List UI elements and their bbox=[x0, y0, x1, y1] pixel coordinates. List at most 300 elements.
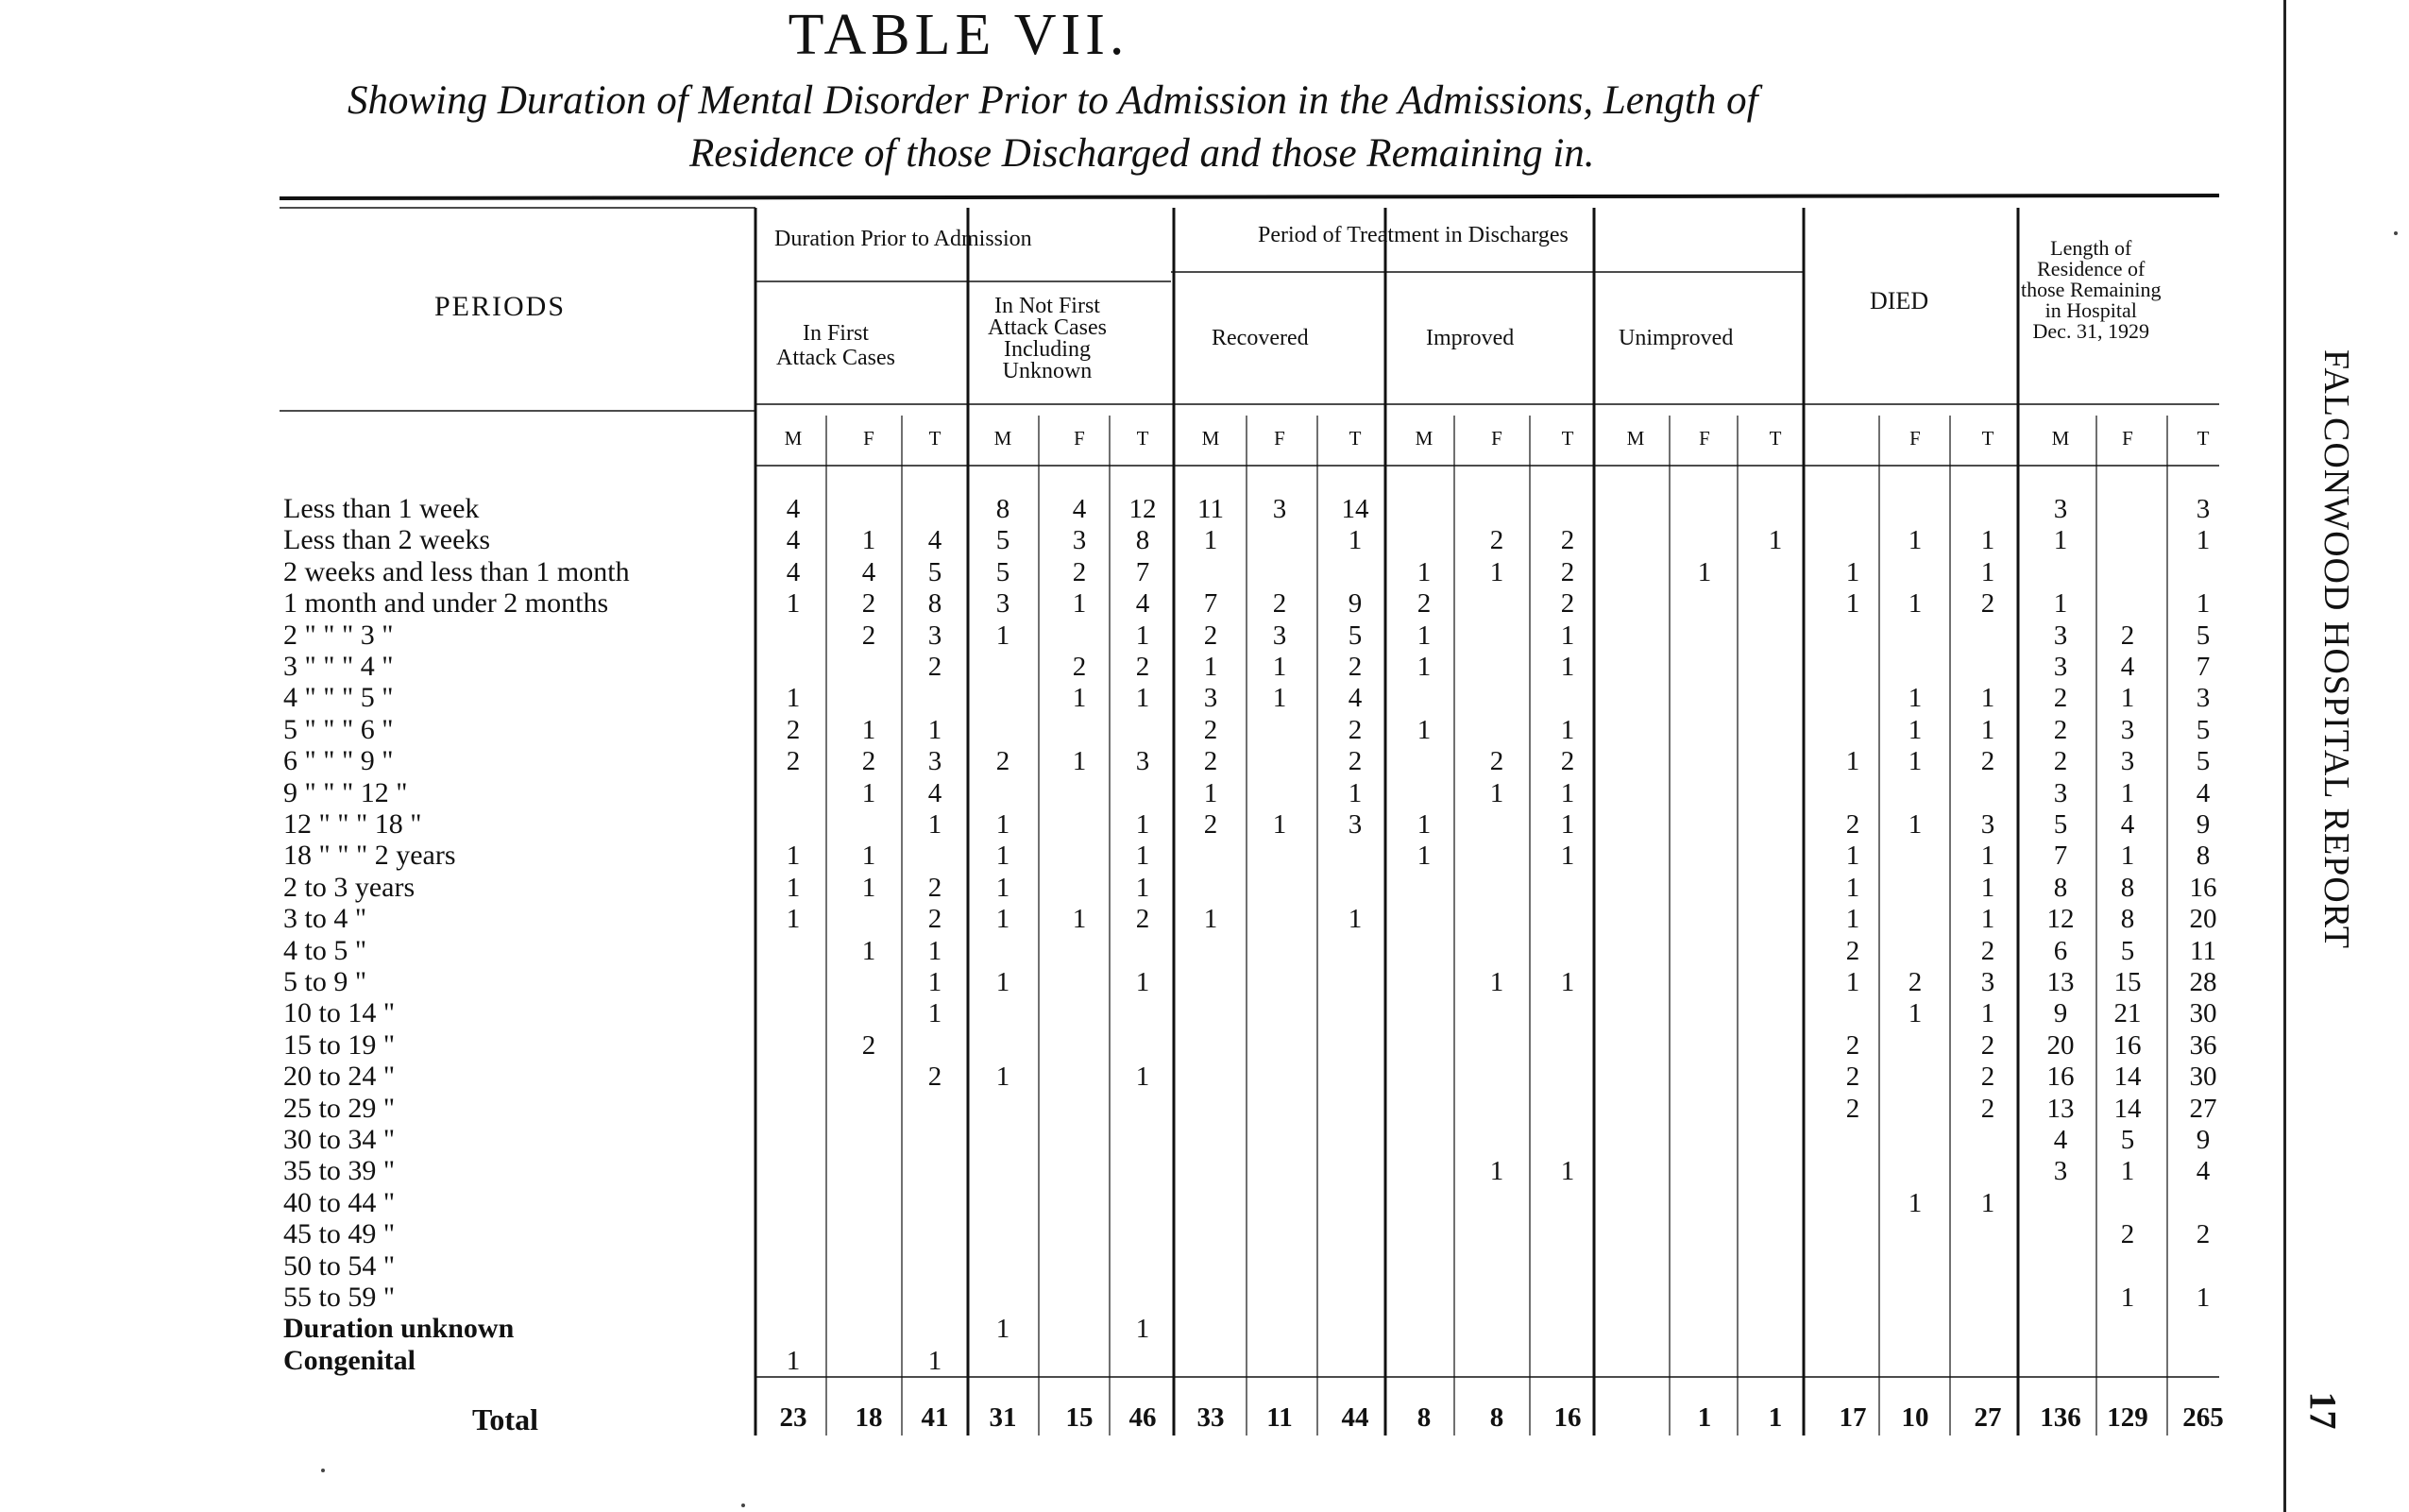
table-cell: 1 bbox=[1072, 683, 1087, 714]
sub-header-f: F bbox=[1909, 427, 1921, 450]
sub-header-m: M bbox=[2051, 427, 2070, 450]
sub-header-t: T bbox=[1136, 427, 1149, 450]
row-label: 55 to 59 " bbox=[283, 1282, 396, 1313]
table-cell: 1 bbox=[927, 998, 942, 1029]
running-header: FALCONWOOD HOSPITAL REPORT bbox=[2316, 349, 2356, 950]
table-cell: 7 bbox=[2196, 652, 2211, 682]
table-cell: 5 bbox=[995, 525, 1010, 556]
not-first-line-2: Attack Cases bbox=[988, 315, 1107, 340]
treatment-header: Period of Treatment in Discharges bbox=[1258, 223, 1569, 247]
table-cell: 1 bbox=[1845, 746, 1860, 777]
not-first-line-3: Including bbox=[1003, 337, 1091, 362]
table-cell: 9 bbox=[2053, 998, 2068, 1029]
row-label: 10 to 14 " bbox=[283, 997, 396, 1029]
duration-prior-header: Duration Prior to Admission bbox=[774, 227, 1032, 251]
table-cell: 7 bbox=[1203, 588, 1218, 620]
total-cell: 16 bbox=[1553, 1402, 1582, 1433]
sub-header-t: T bbox=[928, 427, 942, 450]
table-cell: 1 bbox=[2120, 777, 2135, 808]
table-cell: 2 bbox=[995, 746, 1010, 777]
row-label: 1 month and under 2 months bbox=[283, 587, 609, 620]
table-cell: 3 bbox=[1135, 746, 1150, 777]
table-cell: 2 bbox=[927, 904, 942, 935]
table-cell: 1 bbox=[2120, 683, 2135, 714]
table-cell: 1 bbox=[1203, 652, 1218, 682]
table-cell: 1 bbox=[1980, 872, 1995, 903]
table-cell: 1 bbox=[1560, 714, 1575, 745]
table-cell: 2 bbox=[1203, 809, 1218, 840]
table-cell: 3 bbox=[2120, 746, 2135, 777]
not-first-line-4: Unknown bbox=[1002, 359, 1093, 383]
table-cell: 5 bbox=[927, 556, 942, 587]
not-first-line-1: In Not First bbox=[993, 294, 1100, 318]
sub-header-m: M bbox=[1201, 427, 1220, 450]
row-label: Duration unknown bbox=[283, 1313, 515, 1345]
table-cell: 2 bbox=[1980, 746, 1995, 777]
table-subtitle-line-1: Showing Duration of Mental Disorder Prior to Admission in the Admissions, Length of bbox=[348, 78, 1758, 123]
table-cell: 11 bbox=[1197, 494, 1224, 524]
table-cell: 2 bbox=[1135, 904, 1150, 935]
total-cell: 17 bbox=[1839, 1402, 1867, 1433]
table-cell: 2 bbox=[861, 1029, 876, 1061]
total-cell: 41 bbox=[921, 1402, 949, 1433]
table-cell: 1 bbox=[1489, 1156, 1504, 1187]
total-cell: 33 bbox=[1196, 1402, 1225, 1433]
table-cell: 14 bbox=[2113, 1062, 2142, 1093]
table-cell: 1 bbox=[861, 841, 876, 872]
table-cell: 2 bbox=[1072, 556, 1087, 587]
table-cell: 3 bbox=[1348, 809, 1363, 840]
table-cell: 1 bbox=[2120, 841, 2135, 872]
table-cell: 16 bbox=[2046, 1062, 2075, 1093]
table-cell: 3 bbox=[2053, 777, 2068, 808]
table-cell: 9 bbox=[1348, 588, 1363, 620]
table-cell: 1 bbox=[1980, 841, 1995, 872]
table-cell: 1 bbox=[1908, 746, 1923, 777]
table-cell: 8 bbox=[2053, 872, 2068, 903]
table-cell: 3 bbox=[927, 746, 942, 777]
sub-header-m: M bbox=[1626, 427, 1645, 450]
table-cell: 14 bbox=[2113, 1093, 2142, 1124]
table-cell: 1 bbox=[995, 904, 1010, 935]
table-cell: 3 bbox=[2196, 494, 2211, 524]
print-speck bbox=[741, 1504, 745, 1507]
table-cell: 1 bbox=[1417, 809, 1432, 840]
table-cell: 1 bbox=[1135, 841, 1150, 872]
table-cell: 12 bbox=[1128, 494, 1157, 524]
table-cell: 8 bbox=[995, 494, 1010, 524]
table-cell: 20 bbox=[2046, 1029, 2075, 1061]
table-cell: 12 bbox=[2046, 904, 2075, 935]
table-cell: 1 bbox=[1348, 525, 1363, 556]
table-cell: 1 bbox=[786, 683, 801, 714]
table-cell: 13 bbox=[2046, 967, 2075, 997]
table-cell: 1 bbox=[1908, 588, 1923, 620]
sub-header-t: T bbox=[2197, 427, 2210, 450]
table-cell: 1 bbox=[2053, 525, 2068, 556]
table-cell: 8 bbox=[1135, 525, 1150, 556]
remain-line-3: those Remaining bbox=[2021, 278, 2162, 301]
table-cell: 1 bbox=[1203, 525, 1218, 556]
sub-header-t: T bbox=[1561, 427, 1574, 450]
sub-header-f: F bbox=[1274, 427, 1285, 450]
table-cell: 3 bbox=[1980, 967, 1995, 997]
table-cell: 7 bbox=[1135, 556, 1150, 587]
table-cell: 1 bbox=[861, 777, 876, 808]
table-cell: 1 bbox=[786, 588, 801, 620]
table-cell: 1 bbox=[1560, 967, 1575, 997]
row-label: 40 to 44 " bbox=[283, 1186, 396, 1218]
sub-header-t: T bbox=[1349, 427, 1362, 450]
row-label: 5 " " " 6 " bbox=[283, 713, 394, 745]
table-cell: 2 bbox=[861, 746, 876, 777]
table-cell: 1 bbox=[1417, 841, 1432, 872]
total-cell: 1 bbox=[1697, 1402, 1712, 1433]
total-cell: 10 bbox=[1901, 1402, 1929, 1433]
row-label: 25 to 29 " bbox=[283, 1092, 396, 1124]
table-cell: 3 bbox=[1072, 525, 1087, 556]
table-cell: 1 bbox=[1489, 556, 1504, 587]
table-cell: 5 bbox=[2053, 809, 2068, 840]
table-cell: 15 bbox=[2113, 967, 2142, 997]
sub-header-m: M bbox=[1415, 427, 1434, 450]
table-cell: 1 bbox=[1417, 556, 1432, 587]
table-cell: 1 bbox=[1697, 556, 1712, 587]
total-cell: 1 bbox=[1768, 1402, 1783, 1433]
table-cell: 3 bbox=[1203, 683, 1218, 714]
table-cell: 1 bbox=[1980, 714, 1995, 745]
table-cell: 2 bbox=[1348, 714, 1363, 745]
not-first-attack-header bbox=[988, 296, 1107, 382]
table-cell: 1 bbox=[927, 967, 942, 997]
sub-header-f: F bbox=[1699, 427, 1710, 450]
recovered-header: Recovered bbox=[1212, 326, 1309, 350]
sub-header-m: M bbox=[784, 427, 803, 450]
table-cell: 8 bbox=[2196, 841, 2211, 872]
table-cell: 1 bbox=[1908, 1187, 1923, 1218]
table-cell: 1 bbox=[1980, 556, 1995, 587]
row-label: 4 " " " 5 " bbox=[283, 682, 394, 714]
table-cell: 1 bbox=[1845, 904, 1860, 935]
total-cell: 46 bbox=[1128, 1402, 1157, 1433]
table-cell: 1 bbox=[2120, 1156, 2135, 1187]
row-label: 2 to 3 years bbox=[283, 871, 416, 903]
table-cell: 30 bbox=[2189, 998, 2217, 1029]
died-header: DIED bbox=[1870, 287, 1929, 314]
table-cell: 1 bbox=[1135, 809, 1150, 840]
table-cell: 1 bbox=[1135, 620, 1150, 651]
table-cell: 7 bbox=[2053, 841, 2068, 872]
table-cell: 1 bbox=[1135, 683, 1150, 714]
table-cell: 2 bbox=[1845, 935, 1860, 966]
table-cell: 4 bbox=[786, 525, 801, 556]
table-cell: 4 bbox=[2120, 652, 2135, 682]
row-label: 30 to 34 " bbox=[283, 1124, 396, 1155]
table-cell: 4 bbox=[1348, 683, 1363, 714]
total-cell: 27 bbox=[1974, 1402, 2002, 1433]
table-cell: 2 bbox=[1845, 809, 1860, 840]
table-cell: 3 bbox=[2053, 1156, 2068, 1187]
total-cell: 8 bbox=[1489, 1402, 1504, 1433]
remain-line-4: in Hospital bbox=[2044, 298, 2137, 322]
table-cell: 2 bbox=[2120, 620, 2135, 651]
table-cell: 20 bbox=[2189, 904, 2217, 935]
table-cell: 1 bbox=[1135, 1314, 1150, 1345]
table-cell: 4 bbox=[786, 556, 801, 587]
row-label: 45 to 49 " bbox=[283, 1218, 396, 1250]
table-cell: 2 bbox=[2053, 714, 2068, 745]
sub-header-f: F bbox=[1491, 427, 1502, 450]
table-cell: 1 bbox=[2053, 588, 2068, 620]
row-label: 4 to 5 " bbox=[283, 934, 367, 966]
table-cell: 1 bbox=[1072, 746, 1087, 777]
table-cell: 1 bbox=[786, 841, 801, 872]
table-cell: 1 bbox=[995, 1314, 1010, 1345]
table-cell: 11 bbox=[2190, 935, 2216, 966]
table-cell: 2 bbox=[927, 1062, 942, 1093]
table-cell: 2 bbox=[1417, 588, 1432, 620]
row-label: 5 to 9 " bbox=[283, 966, 367, 997]
total-cell: 15 bbox=[1065, 1402, 1094, 1433]
table-cell: 2 bbox=[1489, 746, 1504, 777]
table-cell: 3 bbox=[1272, 494, 1287, 524]
remain-line-2: Residence of bbox=[2037, 257, 2146, 280]
row-label: 9 " " " 12 " bbox=[283, 776, 408, 808]
table-cell: 1 bbox=[1908, 683, 1923, 714]
table-cell: 16 bbox=[2113, 1029, 2142, 1061]
table-cell: 2 bbox=[927, 872, 942, 903]
table-cell: 1 bbox=[1135, 872, 1150, 903]
table-cell: 13 bbox=[2046, 1093, 2075, 1124]
sub-header-m: M bbox=[993, 427, 1012, 450]
table-cell: 1 bbox=[1845, 841, 1860, 872]
table-cell: 1 bbox=[995, 1062, 1010, 1093]
table-cell: 1 bbox=[1348, 904, 1363, 935]
table-cell: 5 bbox=[2120, 1125, 2135, 1155]
table-cell: 1 bbox=[1980, 683, 1995, 714]
total-label: Total bbox=[472, 1402, 538, 1436]
table-cell: 1 bbox=[1489, 777, 1504, 808]
table-subtitle-line-2: Residence of those Discharged and those Remaining in. bbox=[689, 131, 1595, 176]
table-cell: 2 bbox=[861, 620, 876, 651]
row-label: 18 " " " 2 years bbox=[283, 840, 456, 872]
table-cell: 1 bbox=[995, 967, 1010, 997]
table-cell: 3 bbox=[1980, 809, 1995, 840]
sub-header-f: F bbox=[2122, 427, 2133, 450]
total-cell: 129 bbox=[2107, 1402, 2148, 1433]
table-cell: 2 bbox=[1348, 746, 1363, 777]
periods-header: PERIODS bbox=[434, 291, 567, 322]
sub-header-f: F bbox=[863, 427, 874, 450]
total-cell: 23 bbox=[779, 1402, 807, 1433]
table-cell: 1 bbox=[1845, 872, 1860, 903]
table-cell: 2 bbox=[1203, 620, 1218, 651]
row-label: Congenital bbox=[283, 1344, 416, 1376]
table-cell: 1 bbox=[995, 809, 1010, 840]
total-cell: 44 bbox=[1341, 1402, 1369, 1433]
table-cell: 1 bbox=[1560, 652, 1575, 682]
row-label: 50 to 54 " bbox=[283, 1249, 396, 1282]
table-cell: 1 bbox=[1135, 1062, 1150, 1093]
row-label: 2 " " " 3 " bbox=[283, 619, 394, 651]
total-cell: 18 bbox=[855, 1402, 883, 1433]
table-cell: 2 bbox=[1560, 556, 1575, 587]
table-cell: 1 bbox=[1272, 652, 1287, 682]
table-cell: 2 bbox=[1203, 714, 1218, 745]
table-cell: 1 bbox=[1272, 809, 1287, 840]
table-cell: 3 bbox=[2196, 683, 2211, 714]
table-cell: 2 bbox=[1348, 652, 1363, 682]
table-cell: 1 bbox=[1417, 714, 1432, 745]
table-cell: 2 bbox=[1560, 525, 1575, 556]
table-title: TABLE VII. bbox=[788, 3, 1129, 67]
table-cell: 1 bbox=[1417, 620, 1432, 651]
table-cell: 5 bbox=[2120, 935, 2135, 966]
table-cell: 2 bbox=[1845, 1062, 1860, 1093]
table-cell: 1 bbox=[2196, 588, 2211, 620]
table-cell: 4 bbox=[1135, 588, 1150, 620]
table-cell: 1 bbox=[2196, 1283, 2211, 1313]
table-cell: 1 bbox=[861, 872, 876, 903]
table-cell: 4 bbox=[2053, 1125, 2068, 1155]
table-cell: 36 bbox=[2189, 1029, 2217, 1061]
table-cell: 3 bbox=[1272, 620, 1287, 651]
table-cell: 1 bbox=[786, 1345, 801, 1376]
sub-header-t: T bbox=[1981, 427, 1994, 450]
table-cell: 1 bbox=[1845, 967, 1860, 997]
table-cell: 9 bbox=[2196, 1125, 2211, 1155]
table-cell: 8 bbox=[2120, 872, 2135, 903]
table-cell: 6 bbox=[2053, 935, 2068, 966]
table-cell: 1 bbox=[1980, 904, 1995, 935]
table-cell: 2 bbox=[1135, 652, 1150, 682]
table-cell: 1 bbox=[861, 935, 876, 966]
table-cell: 2 bbox=[2053, 683, 2068, 714]
row-label: Less than 1 week bbox=[283, 493, 480, 524]
table-cell: 2 bbox=[1272, 588, 1287, 620]
table-cell: 1 bbox=[1768, 525, 1783, 556]
total-cell: 265 bbox=[2182, 1402, 2224, 1433]
table-cell: 5 bbox=[2196, 620, 2211, 651]
table-cell: 2 bbox=[1980, 1062, 1995, 1093]
table-cell: 3 bbox=[927, 620, 942, 651]
row-label: 3 " " " 4 " bbox=[283, 651, 394, 682]
first-attack-header bbox=[776, 321, 895, 370]
total-cell: 31 bbox=[989, 1402, 1017, 1433]
table-cell: 2 bbox=[1845, 1029, 1860, 1061]
row-label: 12 " " " 18 " bbox=[283, 808, 422, 840]
table-cell: 2 bbox=[1560, 746, 1575, 777]
table-cell: 16 bbox=[2189, 872, 2217, 903]
table-cell: 5 bbox=[995, 556, 1010, 587]
table-cell: 8 bbox=[2120, 904, 2135, 935]
page-number: 17 bbox=[2301, 1391, 2345, 1430]
table-cell: 1 bbox=[1560, 841, 1575, 872]
table-cell: 1 bbox=[1908, 809, 1923, 840]
table-cell: 1 bbox=[1072, 904, 1087, 935]
row-label: 15 to 19 " bbox=[283, 1028, 396, 1061]
table-cell: 4 bbox=[2196, 777, 2211, 808]
table-cell: 9 bbox=[2196, 809, 2211, 840]
table-cell: 2 bbox=[1980, 1029, 1995, 1061]
improved-header: Improved bbox=[1426, 326, 1515, 350]
table-cell: 1 bbox=[2196, 525, 2211, 556]
table-cell: 1 bbox=[1908, 525, 1923, 556]
top-rule bbox=[280, 195, 2219, 198]
table-cell: 1 bbox=[861, 714, 876, 745]
table-cell: 2 bbox=[786, 746, 801, 777]
row-label: Less than 2 weeks bbox=[283, 524, 491, 556]
table-cell: 1 bbox=[1560, 620, 1575, 651]
table-cell: 14 bbox=[1341, 494, 1369, 524]
table-cell: 1 bbox=[927, 714, 942, 745]
table-cell: 1 bbox=[2120, 1283, 2135, 1313]
table-cell: 2 bbox=[1560, 588, 1575, 620]
sub-header-t: T bbox=[1769, 427, 1782, 450]
total-cell: 11 bbox=[1266, 1402, 1293, 1433]
table-cell: 2 bbox=[1980, 935, 1995, 966]
row-label: 6 " " " 9 " bbox=[283, 745, 394, 777]
table-cell: 1 bbox=[786, 904, 801, 935]
table-cell: 27 bbox=[2189, 1093, 2217, 1124]
table-cell: 1 bbox=[1135, 967, 1150, 997]
table-cell: 2 bbox=[1908, 967, 1923, 997]
table-cell: 2 bbox=[1980, 1093, 1995, 1124]
table-cell: 2 bbox=[1203, 746, 1218, 777]
row-label: 20 to 24 " bbox=[283, 1061, 396, 1093]
total-cell: 136 bbox=[2040, 1402, 2081, 1433]
table-cell: 3 bbox=[995, 588, 1010, 620]
table-cell: 4 bbox=[1072, 494, 1087, 524]
table-cell: 1 bbox=[927, 935, 942, 966]
table-cell: 3 bbox=[2120, 714, 2135, 745]
row-label: 35 to 39 " bbox=[283, 1155, 396, 1187]
table-cell: 3 bbox=[2053, 652, 2068, 682]
table-cell: 1 bbox=[786, 872, 801, 903]
table-cell: 5 bbox=[1348, 620, 1363, 651]
total-cell: 8 bbox=[1417, 1402, 1432, 1433]
row-label: 2 weeks and less than 1 month bbox=[283, 555, 630, 587]
table-cell: 28 bbox=[2189, 967, 2217, 997]
table-cell: 2 bbox=[786, 714, 801, 745]
table-cell: 8 bbox=[927, 588, 942, 620]
table-cell: 2 bbox=[2196, 1219, 2211, 1250]
sub-header-f: F bbox=[1074, 427, 1085, 450]
table-cell: 3 bbox=[2053, 494, 2068, 524]
table-cell: 30 bbox=[2189, 1062, 2217, 1093]
table-cell: 5 bbox=[2196, 746, 2211, 777]
table-cell: 1 bbox=[995, 841, 1010, 872]
remain-line-1: Length of bbox=[2050, 236, 2132, 260]
table-cell: 4 bbox=[786, 494, 801, 524]
table-cell: 2 bbox=[2053, 746, 2068, 777]
table-cell: 1 bbox=[995, 872, 1010, 903]
table-cell: 1 bbox=[927, 1345, 942, 1376]
table-cell: 1 bbox=[1417, 652, 1432, 682]
table-cell: 4 bbox=[927, 777, 942, 808]
table-cell: 1 bbox=[1908, 998, 1923, 1029]
table-cell: 2 bbox=[927, 652, 942, 682]
table-cell: 1 bbox=[1489, 967, 1504, 997]
table-cell: 2 bbox=[2120, 1219, 2135, 1250]
table-cell: 2 bbox=[1489, 525, 1504, 556]
print-speck bbox=[2394, 231, 2398, 235]
table-cell: 1 bbox=[1348, 777, 1363, 808]
table-cell: 1 bbox=[861, 525, 876, 556]
table-cell: 4 bbox=[927, 525, 942, 556]
table-cell: 2 bbox=[861, 588, 876, 620]
table-cell: 1 bbox=[1845, 588, 1860, 620]
